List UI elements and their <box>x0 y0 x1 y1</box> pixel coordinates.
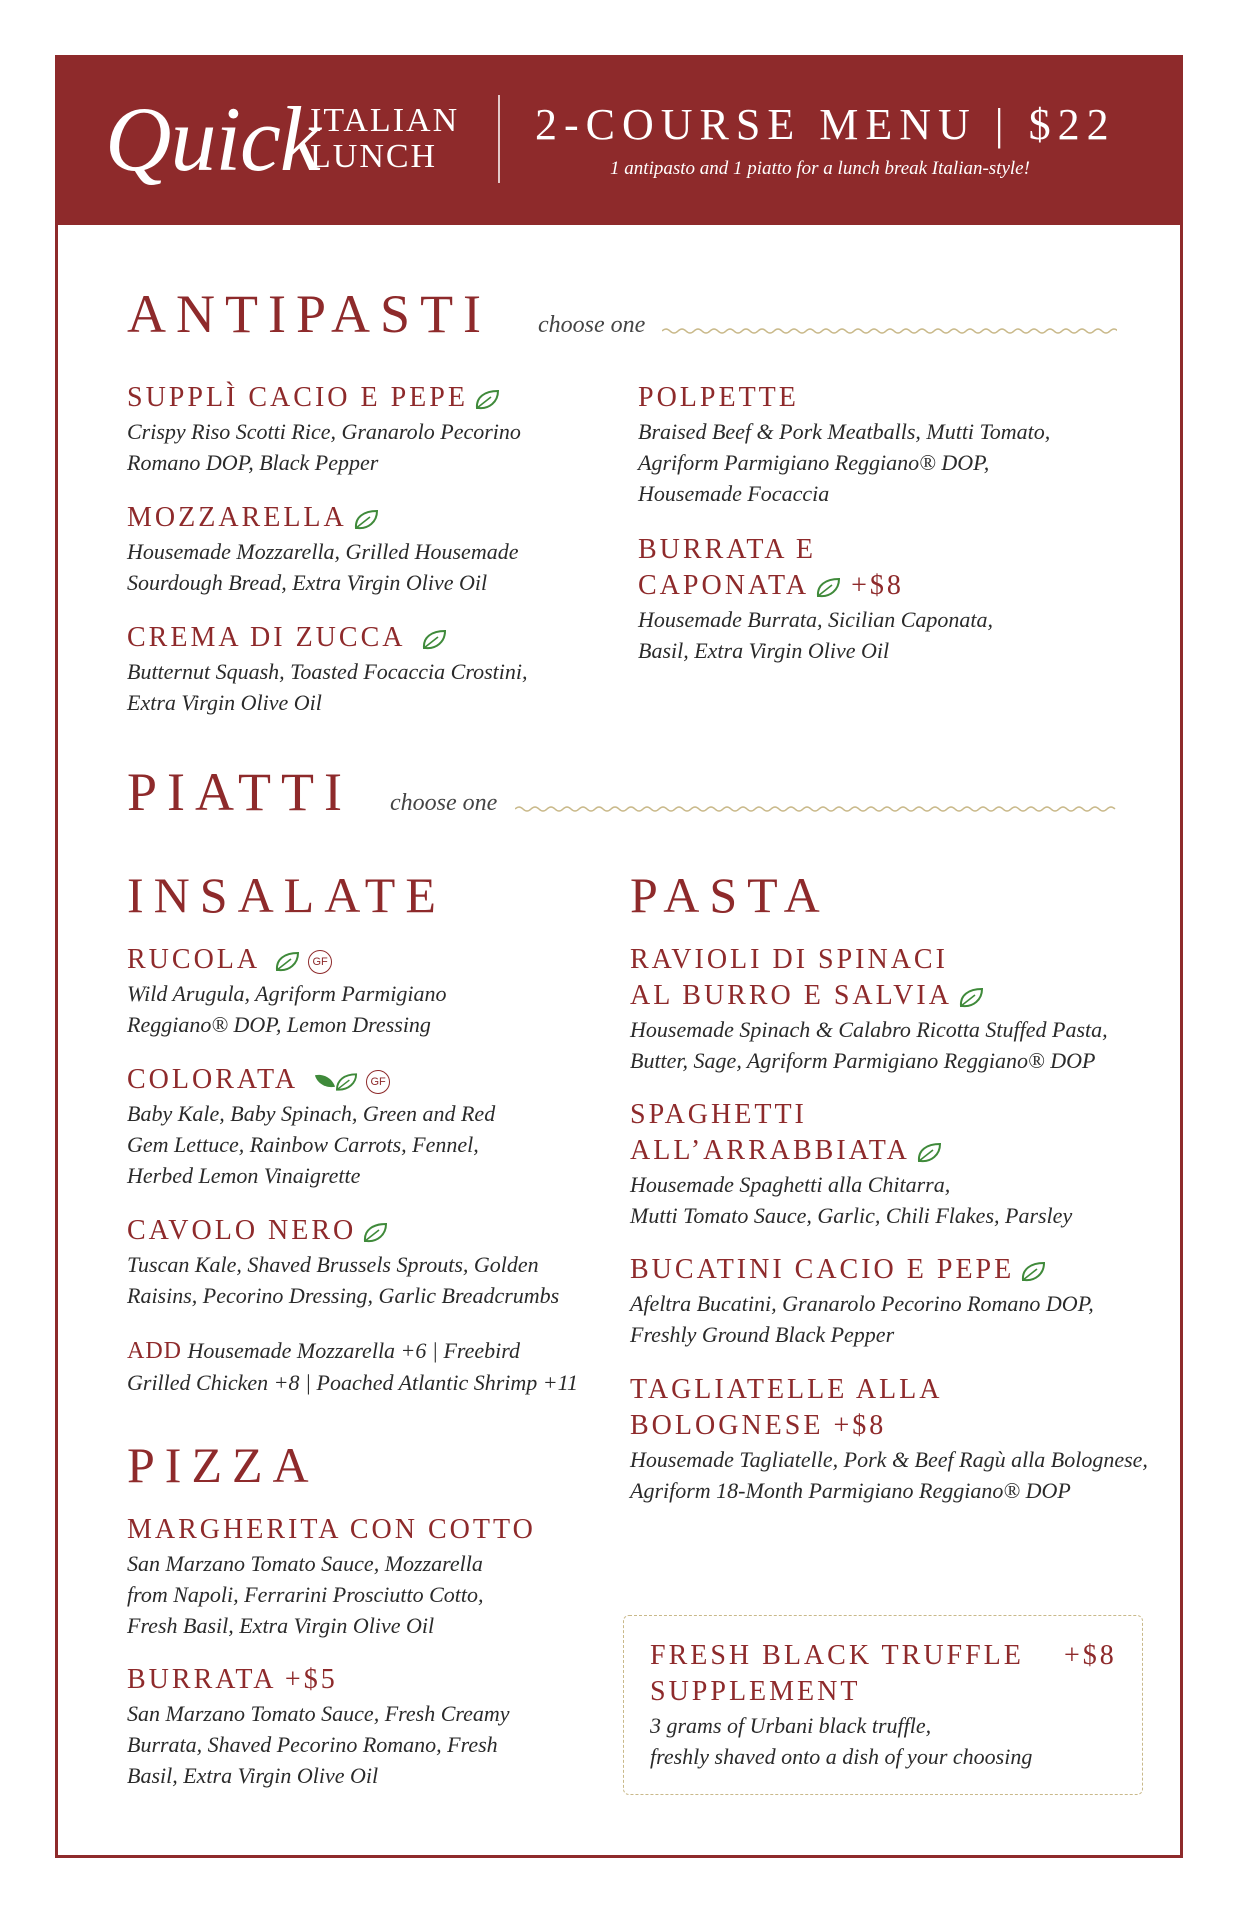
item-description-line: Burrata, Shaved Pecorino Romano, Fresh <box>127 1732 498 1757</box>
item-description-line: Housemade Spaghetti alla Chitarra, <box>630 1172 951 1197</box>
item-description-line: Agriform 18-Month Parmigiano Reggiano® DOP <box>630 1478 1071 1503</box>
vegetarian-leaf-icon <box>353 509 379 531</box>
vegetarian-leaf-icon <box>958 987 984 1009</box>
menu-item-colorata <box>127 1062 495 1191</box>
vegetarian-leaf-icon <box>274 951 300 973</box>
item-description-line: Mutti Tomato Sauce, Garlic, Chili Flakes, Parsley <box>630 1203 1073 1228</box>
item-description-line: Raisins, Pecorino Dressing, Garlic Breadcrumbs <box>127 1283 560 1308</box>
item-description-line: Fresh Basil, Extra Virgin Olive Oil <box>127 1613 435 1638</box>
item-name: POLPETTE <box>638 382 799 413</box>
gluten-free-badge: GF <box>308 950 332 974</box>
menu-item-crema-di-zucca <box>127 620 527 718</box>
item-description-line: Basil, Extra Virgin Olive Oil <box>127 1763 379 1788</box>
add-label: ADD <box>127 1338 182 1364</box>
item-name: BOLOGNESE +$8 <box>630 1410 887 1441</box>
piatti-heading: PIATTI <box>127 762 352 822</box>
item-description-line: Romano DOP, Black Pepper <box>127 450 379 475</box>
piatti-divider <box>515 805 1117 813</box>
brand-line-1: ITALIAN <box>310 102 460 139</box>
item-name: SUPPLEMENT <box>650 1676 861 1707</box>
antipasti-choose-note: choose one <box>538 312 646 338</box>
item-name: CAPONATA <box>638 570 810 601</box>
header-divider <box>498 95 500 183</box>
item-description-line: Braised Beef & Pork Meatballs, Mutti Tomato, <box>638 419 1051 444</box>
vegetarian-leaf-icon <box>1020 1261 1046 1283</box>
menu-item-polpette <box>638 380 1050 509</box>
item-description-line: from Napoli, Ferrarini Prosciutto Cotto, <box>127 1582 484 1607</box>
pasta-heading: PASTA <box>630 867 830 923</box>
item-name: MARGHERITA CON COTTO <box>127 1514 536 1545</box>
vegetarian-leaf-icon <box>421 629 447 651</box>
item-name: RUCOLA <box>127 944 261 975</box>
add-on-line: Housemade Mozzarella +6 | Freebird <box>187 1338 521 1363</box>
menu-item-ravioli <box>630 942 1108 1076</box>
brand-line-2: LUNCH <box>310 138 438 175</box>
menu-item-burrata-pizza <box>127 1662 510 1791</box>
vegetarian-leaf-icon <box>362 1222 388 1244</box>
vegetarian-leaf-icon <box>474 389 500 411</box>
gluten-free-badge: GF <box>366 1070 390 1094</box>
item-description-line: Housemade Tagliatelle, Pork & Beef Ragù alla Bolognese, <box>630 1447 1148 1472</box>
truffle-supplement <box>650 1638 1032 1772</box>
item-description-line: Housemade Mozzarella, Grilled Housemade <box>127 539 519 564</box>
item-description-line: Reggiano® DOP, Lemon Dressing <box>127 1012 431 1037</box>
item-description-line: Butter, Sage, Agriform Parmigiano Reggiano® DOP <box>630 1048 1096 1073</box>
add-on-line: Grilled Chicken +8 | Poached Atlantic Shrimp +11 <box>127 1370 579 1395</box>
item-description-line: Housemade Spinach & Calabro Ricotta Stuffed Pasta, <box>630 1017 1108 1042</box>
antipasti-heading: ANTIPASTI <box>127 284 492 344</box>
item-description-line: Wild Arugula, Agriform Parmigiano <box>127 981 447 1006</box>
pizza-heading: PIZZA <box>127 1437 319 1493</box>
menu-item-mozzarella <box>127 500 518 598</box>
menu-subtitle: 1 antipasto and 1 piatto for a lunch break Italian-style! <box>610 158 1030 179</box>
vegetarian-leaf-icon <box>916 1142 942 1164</box>
item-description-line: Extra Virgin Olive Oil <box>127 690 322 715</box>
item-description-line: freshly shaved onto a dish of your choosing <box>650 1744 1033 1769</box>
item-description-line: Baby Kale, Baby Spinach, Green and Red <box>127 1101 496 1126</box>
item-name: CAVOLO NERO <box>127 1215 357 1246</box>
item-price: +$8 <box>851 570 904 601</box>
vegan-leaves-icon <box>314 1071 358 1093</box>
piatti-choose-note: choose one <box>390 790 498 816</box>
menu-item-cavolo-nero <box>127 1213 559 1311</box>
item-description-line: Housemade Burrata, Sicilian Caponata, <box>638 607 994 632</box>
item-name: RAVIOLI DI SPINACI <box>630 944 948 975</box>
item-description-line: Butternut Squash, Toasted Focaccia Crostini, <box>127 659 528 684</box>
item-name: ALL’ARRABBIATA <box>630 1135 910 1166</box>
item-name: FRESH BLACK TRUFFLE <box>650 1640 1024 1671</box>
item-description-line: Housemade Focaccia <box>638 481 830 506</box>
item-description-line: 3 grams of Urbani black truffle, <box>650 1713 932 1738</box>
antipasti-divider <box>662 327 1117 335</box>
vegetarian-leaf-icon <box>815 577 841 599</box>
header-banner <box>55 55 1183 225</box>
item-description-line: Herbed Lemon Vinaigrette <box>127 1163 361 1188</box>
menu-item-bucatini <box>630 1252 1094 1350</box>
item-description-line: Agriform Parmigiano Reggiano® DOP, <box>638 450 990 475</box>
truffle-supplement-box <box>623 1615 1143 1795</box>
menu-item-margherita <box>127 1512 536 1641</box>
menu-item-suppli <box>127 380 521 478</box>
item-name: SPAGHETTI <box>630 1099 807 1130</box>
item-description-line: Sourdough Bread, Extra Virgin Olive Oil <box>127 570 488 595</box>
item-description-line: Freshly Ground Black Pepper <box>630 1322 895 1347</box>
item-name: AL BURRO E SALVIA <box>630 980 952 1011</box>
salad-add-ons <box>127 1335 578 1398</box>
item-name: BUCATINI CACIO E PEPE <box>630 1254 1015 1285</box>
item-name: COLORATA <box>127 1064 299 1095</box>
brand-subtitle <box>310 103 459 175</box>
item-description-line: San Marzano Tomato Sauce, Fresh Creamy <box>127 1701 510 1726</box>
item-name: MOZZARELLA <box>127 502 347 533</box>
menu-item-burrata-caponata <box>638 532 993 666</box>
item-description-line: Crispy Riso Scotti Rice, Granarolo Pecorino <box>127 419 521 444</box>
item-name: CREMA DI ZUCCA <box>127 622 406 653</box>
item-name: BURRATA +$5 <box>127 1664 338 1695</box>
truffle-price: +$8 <box>1064 1640 1117 1671</box>
menu-item-rucola <box>127 942 446 1040</box>
insalate-heading: INSALATE <box>127 867 446 923</box>
item-description-line: Gem Lettuce, Rainbow Carrots, Fennel, <box>127 1132 479 1157</box>
menu-item-tagliatelle <box>630 1372 1148 1506</box>
item-name: TAGLIATELLE ALLA <box>630 1374 943 1405</box>
item-description-line: Basil, Extra Virgin Olive Oil <box>638 638 890 663</box>
item-name: BURRATA E <box>638 534 817 565</box>
item-description-line: San Marzano Tomato Sauce, Mozzarella <box>127 1551 483 1576</box>
menu-title: 2-COURSE MENU | $22 <box>535 100 1116 149</box>
item-name: SUPPLÌ CACIO E PEPE <box>127 382 468 413</box>
brand-logo: Quick <box>105 88 320 190</box>
item-description-line: Tuscan Kale, Shaved Brussels Sprouts, Golden <box>127 1252 539 1277</box>
item-description-line: Afeltra Bucatini, Granarolo Pecorino Romano DOP, <box>630 1291 1094 1316</box>
menu-item-spaghetti <box>630 1097 1072 1231</box>
